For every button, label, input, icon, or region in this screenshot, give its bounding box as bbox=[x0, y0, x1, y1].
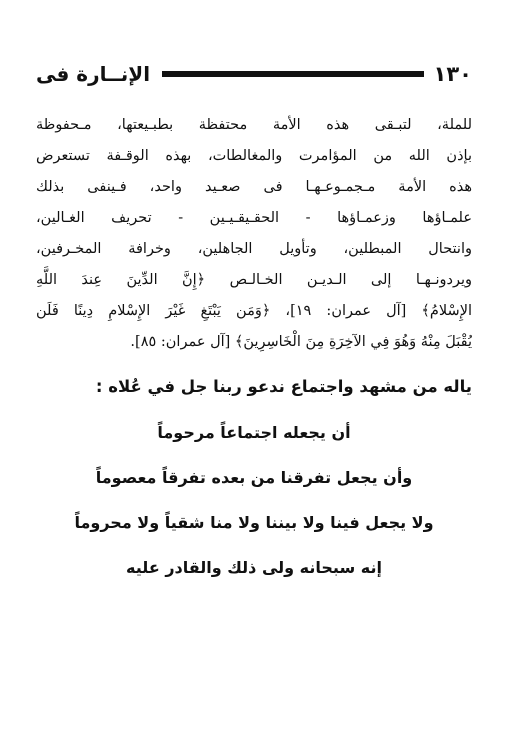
prayer-line: وأن يجعل تفرقنا من بعده تفرقاً معصوماً bbox=[95, 468, 413, 487]
running-title: الإنــارة فى bbox=[36, 62, 151, 86]
body-line: علمـاؤها وزعمـاؤها - الحقـيقـيـين - تحريف الغـالين، bbox=[36, 210, 472, 226]
body-paragraph bbox=[36, 110, 472, 358]
prayer-line: إنه سبحانه ولى ذلك والقادر عليه bbox=[126, 558, 382, 577]
body-line: وانتحال المبطلين، وتأويل الجاهلين، وخرافة المخـرفين، bbox=[36, 241, 472, 257]
prayer-verses bbox=[36, 418, 472, 598]
body-line: للملة، لتبـقى هذه الأمة محتفظة بطبـيعتها، مـحفوظة bbox=[36, 117, 472, 133]
prayer-heading: ياله من مشهد واجتماع ندعو ربنا جل في عُلاه : bbox=[95, 377, 472, 396]
body-line: ويردونـهـا إلى الـديـن الخـالـص ﴿إِنَّ الدِّينَ عِندَ اللَّهِ bbox=[36, 272, 472, 288]
prayer-line: ولا يجعل فينا ولا بيننا ولا منا شقياً ولا محروماً bbox=[74, 513, 434, 532]
body-line: بإذن الله من المؤامرت والمغالطات، بهذه الوقـفة تستعرض bbox=[36, 148, 472, 164]
body-line: هذه الأمة مـجمـوعـهـا فى صعـيد واحد، فـينفى بذلك bbox=[36, 179, 472, 195]
page-number: ١٣٠ bbox=[433, 62, 472, 86]
body-line: يُقْبَلَ مِنْهُ وَهُوَ فِي الآخِرَةِ مِنَ الْخَاسِرِينَ﴾ [آل عمران: ٨٥]. bbox=[130, 334, 472, 350]
page-header bbox=[36, 60, 472, 88]
body-line: الإِسْلامُ﴾ [آل عمران: ١٩]، ﴿وَمَن يَبْتَغِ غَيْرَ الإِسْلامِ دِينًا فَلَن bbox=[36, 303, 472, 319]
header-rule bbox=[162, 71, 423, 77]
prayer-line: أن يجعله اجتماعاً مرحوماً bbox=[157, 423, 351, 442]
